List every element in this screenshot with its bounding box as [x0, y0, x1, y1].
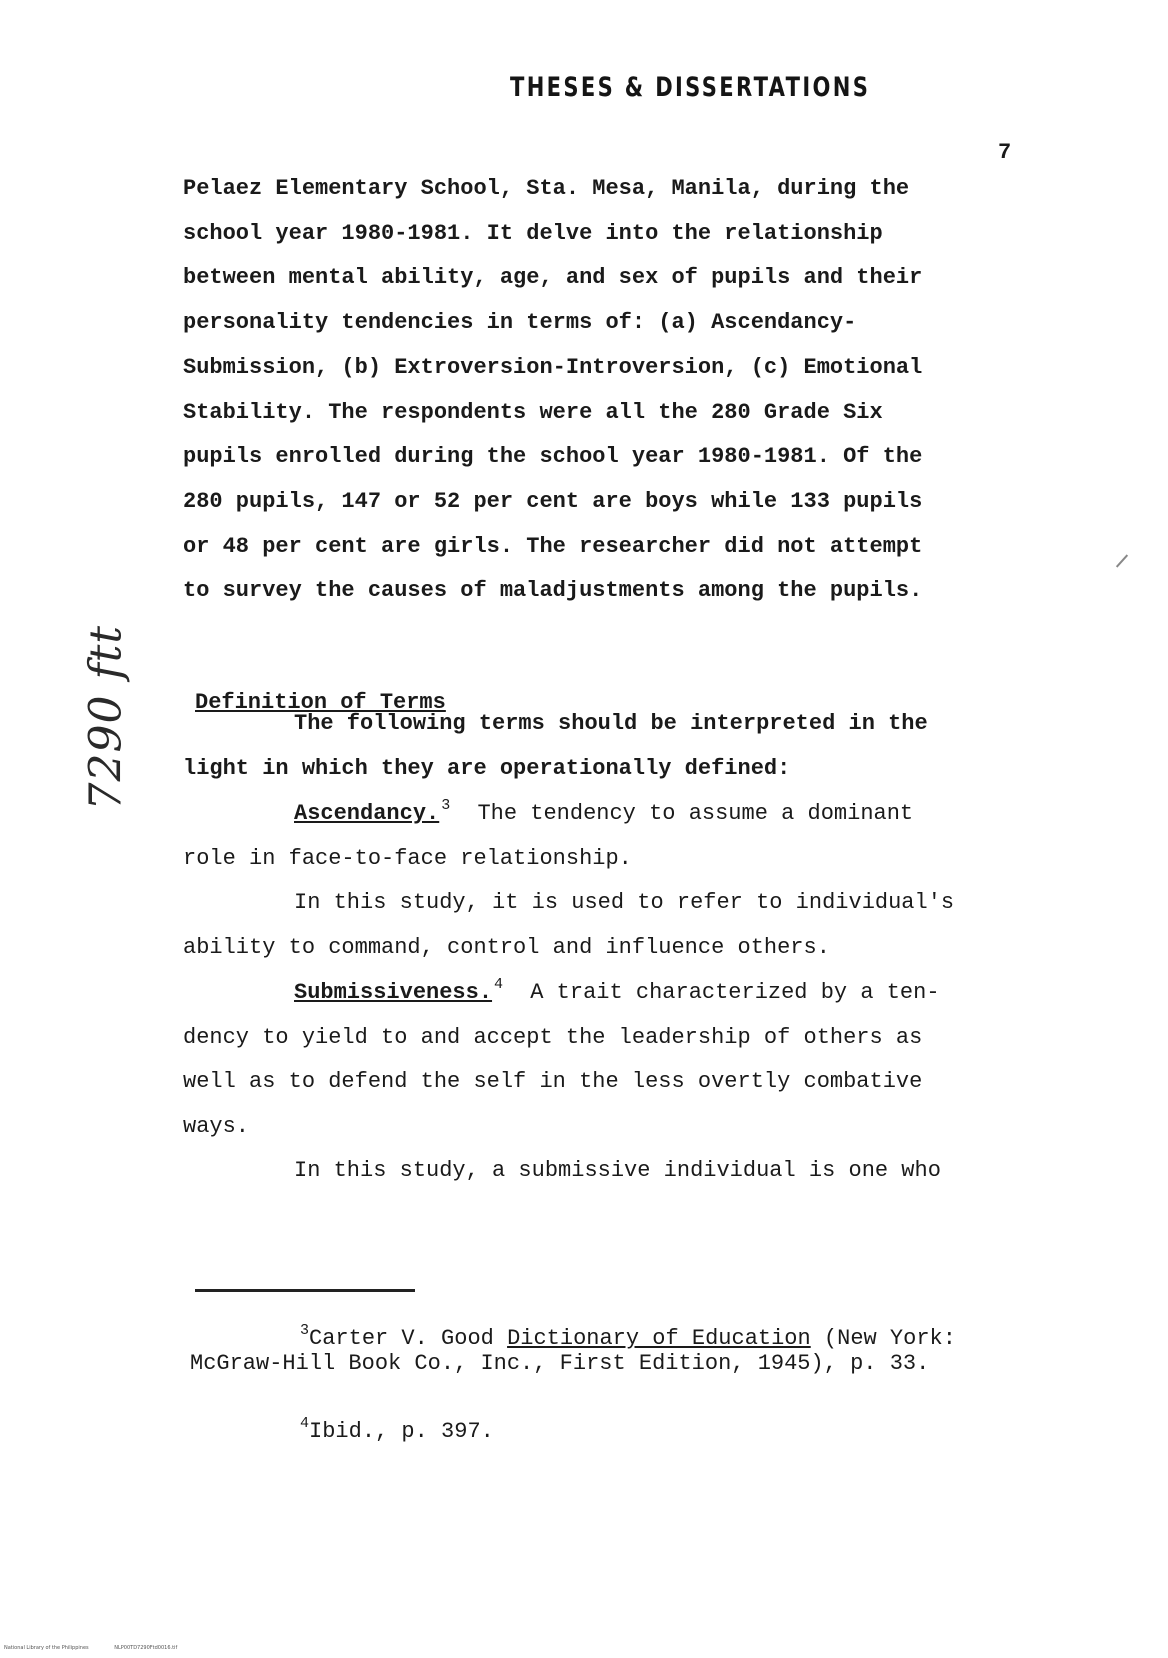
body-line-9: or 48 per cent are girls. The researcher did not attempt — [183, 534, 923, 559]
footnote-rule — [195, 1289, 415, 1292]
footer-filename: NLP00TD7290Ftd0016.tif — [114, 1645, 178, 1651]
handwritten-call-number: 7290 ftt — [80, 624, 132, 811]
footnote-3 — [298, 1322, 956, 1352]
ascendancy-definition-line — [294, 797, 914, 827]
submissiveness-line-3: well as to defend the self in the less overtly combative — [183, 1069, 923, 1094]
body-line-6: Stability. The respondents were all the 280 Grade Six — [183, 400, 883, 425]
submissiveness-definition: A trait characterized by a ten- — [530, 980, 940, 1005]
body-line-4: personality tendencies in terms of: (a) Ascendancy- — [183, 310, 857, 335]
ascendancy-usage-line-1: In this study, it is used to refer to individual's — [294, 890, 955, 915]
body-line-10: to survey the causes of maladjustments among the pupils. — [183, 578, 923, 603]
page-number: 7 — [998, 140, 1012, 165]
ascendancy-usage-line-2: ability to command, control and influence others. — [183, 935, 830, 960]
submissiveness-line-4: ways. — [183, 1114, 250, 1139]
theses-dissertations-stamp: THESES & DISSERTATIONS — [510, 72, 871, 103]
body-line-2: school year 1980-1981. It delve into the relationship — [183, 221, 883, 246]
body-line-3: between mental ability, age, and sex of pupils and their — [183, 265, 923, 290]
footnote-3-tail: (New York: — [810, 1326, 956, 1351]
footnote-4-text: Ibid., p. 397. — [309, 1419, 494, 1444]
ascendancy-definition: The tendency to assume a dominant — [477, 801, 914, 826]
footnote-3-line-2: McGraw-Hill Book Co., Inc., First Edition, 1945), p. 33. — [190, 1351, 930, 1376]
footnote-4-number: 4 — [300, 1415, 310, 1432]
scan-footer — [4, 1645, 201, 1651]
intro-line-2: light in which they are operationally defined: — [183, 756, 791, 781]
body-line-5: Submission, (b) Extroversion-Introversion, (c) Emotional — [183, 355, 923, 380]
intro-line-1: The following terms should be interpreted in the — [294, 711, 928, 736]
submissiveness-term: Submissiveness. — [294, 980, 493, 1005]
footnote-3-author: Carter V. Good — [309, 1326, 508, 1351]
footnote-3-title: Dictionary of Education — [507, 1326, 811, 1351]
section-heading-definition-of-terms: Definition of Terms — [195, 690, 446, 715]
submissiveness-line-2: dency to yield to and accept the leadership of others as — [183, 1025, 923, 1050]
ascendancy-definition-rest: role in face-to-face relationship. — [183, 846, 632, 871]
footer-library: National Library of the Philippines — [4, 1645, 89, 1651]
pencil-tick-mark — [1116, 554, 1128, 567]
submissiveness-definition-line — [294, 976, 940, 1006]
submissiveness-usage: In this study, a submissive individual is one who — [294, 1158, 941, 1183]
footnote-3-number: 3 — [300, 1322, 310, 1339]
footnote-ref-3: 3 — [441, 797, 451, 814]
body-line-8: 280 pupils, 147 or 52 per cent are boys while 133 pupils — [183, 489, 923, 514]
body-line-1: Pelaez Elementary School, Sta. Mesa, Manila, during the — [183, 176, 910, 201]
body-line-7: pupils enrolled during the school year 1980-1981. Of the — [183, 444, 923, 469]
ascendancy-term: Ascendancy. — [294, 801, 440, 826]
footnote-4 — [298, 1415, 494, 1445]
footnote-ref-4: 4 — [494, 976, 504, 993]
